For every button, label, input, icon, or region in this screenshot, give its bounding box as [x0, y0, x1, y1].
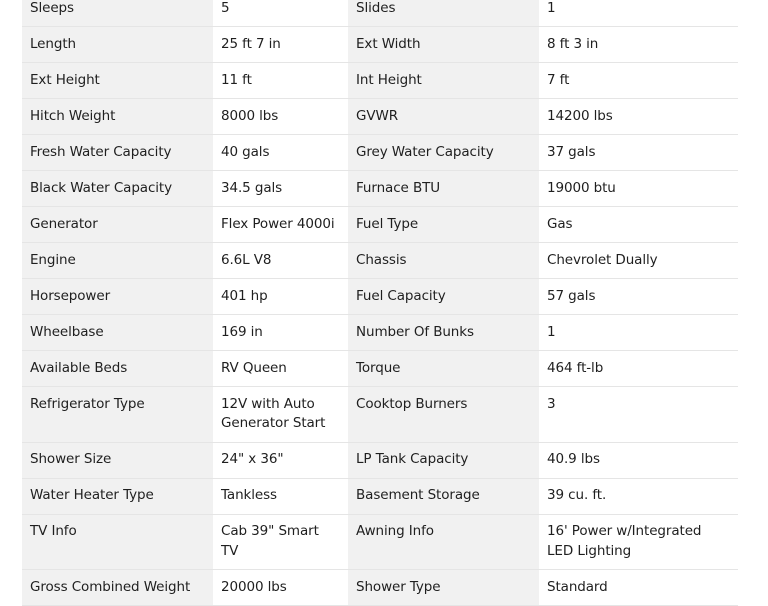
spec-value-wheelbase: 169 in — [213, 315, 348, 351]
spec-label-chassis: Chassis — [348, 243, 539, 279]
spec-value-awning-info: 16' Power w/Integrated LED Lighting — [539, 514, 738, 570]
spec-label-generator: Generator — [22, 207, 213, 243]
spec-label-gvwr: GVWR — [348, 99, 539, 135]
spec-row — [22, 99, 738, 135]
spec-value-chassis: Chevrolet Dually — [539, 243, 738, 279]
spec-row — [22, 387, 738, 443]
spec-value-gross-combined-weight: 20000 lbs — [213, 570, 348, 606]
spec-label-refrigerator-type: Refrigerator Type — [22, 387, 213, 443]
spec-label-fuel-capacity: Fuel Capacity — [348, 279, 539, 315]
spec-label-water-heater-type: Water Heater Type — [22, 478, 213, 514]
spec-row — [22, 207, 738, 243]
spec-value-fuel-capacity: 57 gals — [539, 279, 738, 315]
spec-label-awning-info: Awning Info — [348, 514, 539, 570]
spec-label-fresh-water-capacity: Fresh Water Capacity — [22, 135, 213, 171]
spec-label-black-water-capacity: Black Water Capacity — [22, 171, 213, 207]
spec-label-int-height: Int Height — [348, 63, 539, 99]
spec-label-length: Length — [22, 27, 213, 63]
spec-label-ext-width: Ext Width — [348, 27, 539, 63]
spec-label-cooktop-burners: Cooktop Burners — [348, 387, 539, 443]
spec-value-length: 25 ft 7 in — [213, 27, 348, 63]
spec-value-hitch-weight: 8000 lbs — [213, 99, 348, 135]
spec-label-horsepower: Horsepower — [22, 279, 213, 315]
spec-row — [22, 351, 738, 387]
spec-row — [22, 27, 738, 63]
spec-label-hitch-weight: Hitch Weight — [22, 99, 213, 135]
spec-value-tv-info: Cab 39" Smart TV — [213, 514, 348, 570]
spec-label-available-beds: Available Beds — [22, 351, 213, 387]
spec-label-tv-info: TV Info — [22, 514, 213, 570]
specifications-table — [22, 0, 738, 606]
spec-label-shower-type: Shower Type — [348, 570, 539, 606]
specifications-body — [22, 0, 738, 606]
spec-value-fuel-type: Gas — [539, 207, 738, 243]
spec-value-shower-size: 24" x 36" — [213, 442, 348, 478]
spec-row — [22, 442, 738, 478]
spec-value-sleeps: 5 — [213, 0, 348, 27]
spec-value-gvwr: 14200 lbs — [539, 99, 738, 135]
spec-label-grey-water-capacity: Grey Water Capacity — [348, 135, 539, 171]
spec-value-number-of-bunks: 1 — [539, 315, 738, 351]
spec-value-shower-type: Standard — [539, 570, 738, 606]
spec-label-basement-storage: Basement Storage — [348, 478, 539, 514]
spec-value-black-water-capacity: 34.5 gals — [213, 171, 348, 207]
spec-label-ext-height: Ext Height — [22, 63, 213, 99]
spec-label-number-of-bunks: Number Of Bunks — [348, 315, 539, 351]
spec-row — [22, 135, 738, 171]
spec-value-grey-water-capacity: 37 gals — [539, 135, 738, 171]
spec-label-torque: Torque — [348, 351, 539, 387]
spec-row — [22, 570, 738, 606]
spec-value-ext-height: 11 ft — [213, 63, 348, 99]
spec-row — [22, 243, 738, 279]
spec-row — [22, 171, 738, 207]
spec-value-engine: 6.6L V8 — [213, 243, 348, 279]
spec-value-horsepower: 401 hp — [213, 279, 348, 315]
spec-value-furnace-btu: 19000 btu — [539, 171, 738, 207]
spec-row — [22, 63, 738, 99]
spec-value-refrigerator-type: 12V with Auto Generator Start — [213, 387, 348, 443]
spec-value-basement-storage: 39 cu. ft. — [539, 478, 738, 514]
spec-row — [22, 478, 738, 514]
spec-label-lp-tank-capacity: LP Tank Capacity — [348, 442, 539, 478]
spec-label-engine: Engine — [22, 243, 213, 279]
spec-label-sleeps: Sleeps — [22, 0, 213, 27]
spec-value-cooktop-burners: 3 — [539, 387, 738, 443]
spec-value-available-beds: RV Queen — [213, 351, 348, 387]
spec-label-furnace-btu: Furnace BTU — [348, 171, 539, 207]
spec-label-slides: Slides — [348, 0, 539, 27]
spec-value-slides: 1 — [539, 0, 738, 27]
spec-value-torque: 464 ft-lb — [539, 351, 738, 387]
spec-row — [22, 279, 738, 315]
spec-value-fresh-water-capacity: 40 gals — [213, 135, 348, 171]
spec-value-generator: Flex Power 4000i — [213, 207, 348, 243]
spec-label-fuel-type: Fuel Type — [348, 207, 539, 243]
spec-value-ext-width: 8 ft 3 in — [539, 27, 738, 63]
spec-label-wheelbase: Wheelbase — [22, 315, 213, 351]
spec-row — [22, 514, 738, 570]
spec-label-gross-combined-weight: Gross Combined Weight — [22, 570, 213, 606]
spec-value-water-heater-type: Tankless — [213, 478, 348, 514]
spec-label-shower-size: Shower Size — [22, 442, 213, 478]
spec-value-lp-tank-capacity: 40.9 lbs — [539, 442, 738, 478]
spec-row — [22, 315, 738, 351]
spec-row — [22, 0, 738, 27]
spec-value-int-height: 7 ft — [539, 63, 738, 99]
